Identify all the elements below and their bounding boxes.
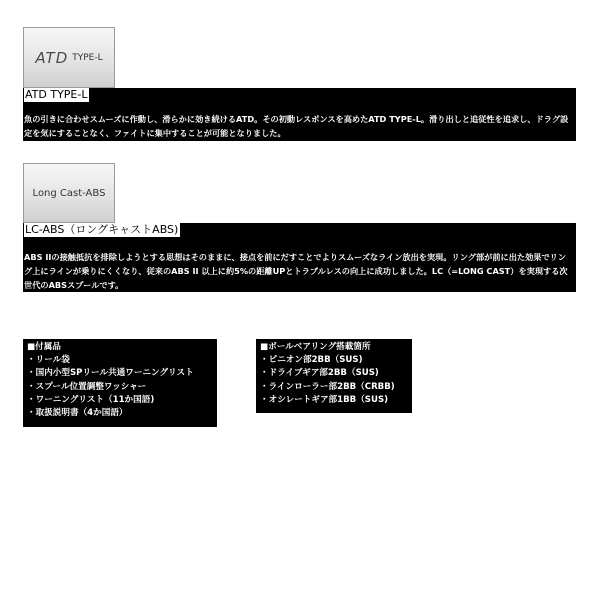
atd-description-panel bbox=[23, 88, 576, 141]
lc-abs-title: LC-ABS（ロングキャストABS) bbox=[25, 223, 179, 236]
lc-abs-description-panel bbox=[23, 223, 576, 292]
list-item: ・ワーニングリスト（11か国語) bbox=[27, 394, 155, 405]
long-cast-abs-logo bbox=[23, 163, 115, 223]
atd-type-l-logo bbox=[23, 27, 115, 88]
atd-logo-subtext: TYPE-L bbox=[72, 52, 103, 63]
list-item: ・スプール位置調整ワッシャー bbox=[27, 381, 147, 392]
atd-logo-text: ATD bbox=[35, 48, 69, 67]
list-item: ・ピニオン部2BB（SUS) bbox=[260, 355, 363, 366]
lc-logo-text: Long Cast-ABS bbox=[32, 187, 106, 199]
lc-abs-body-text: ABS IIの接触抵抗を排除しようとする思想はそのままに、接点を前にだすことでよりスムーズなライン放出を実現。リング部が前に出た効果でリング上にラインが乗りにくくなり、従来のABS II 以上に約5%の距離UPとトラブルレスの向上に成功しました。LC（=LONG CAST）を実現する次世代のABSスプールです。 bbox=[24, 252, 568, 290]
atd-title: ATD TYPE-L bbox=[25, 88, 88, 101]
ball-bearing-list bbox=[256, 339, 412, 413]
list-item: ・国内小型SPリール共通ワーニングリスト bbox=[27, 368, 194, 379]
list-item: ・リール袋 bbox=[27, 355, 70, 366]
list-item: ・ラインローラー部2BB（CRBB) bbox=[260, 381, 395, 392]
accessories-title: ■付属品 bbox=[27, 342, 61, 352]
list-item: ・オシレートギア部1BB（SUS) bbox=[260, 394, 389, 405]
list-item: ・ドライブギア部2BB（SUS) bbox=[260, 368, 379, 379]
list-item: ・取扱説明書（4か国語） bbox=[27, 408, 128, 419]
atd-body-text: 魚の引きに合わせスムーズに作動し、滑らかに効き続けるATD。その初動レスポンスを高めたATD TYPE-L。滑り出しと追従性を追求し、ドラグ設定を気にすることなく、ファイトに集中することが可能となりました。 bbox=[24, 114, 569, 138]
accessories-list bbox=[23, 339, 217, 427]
ball-bearing-title: ■ボールベアリング搭載箇所 bbox=[260, 342, 371, 352]
